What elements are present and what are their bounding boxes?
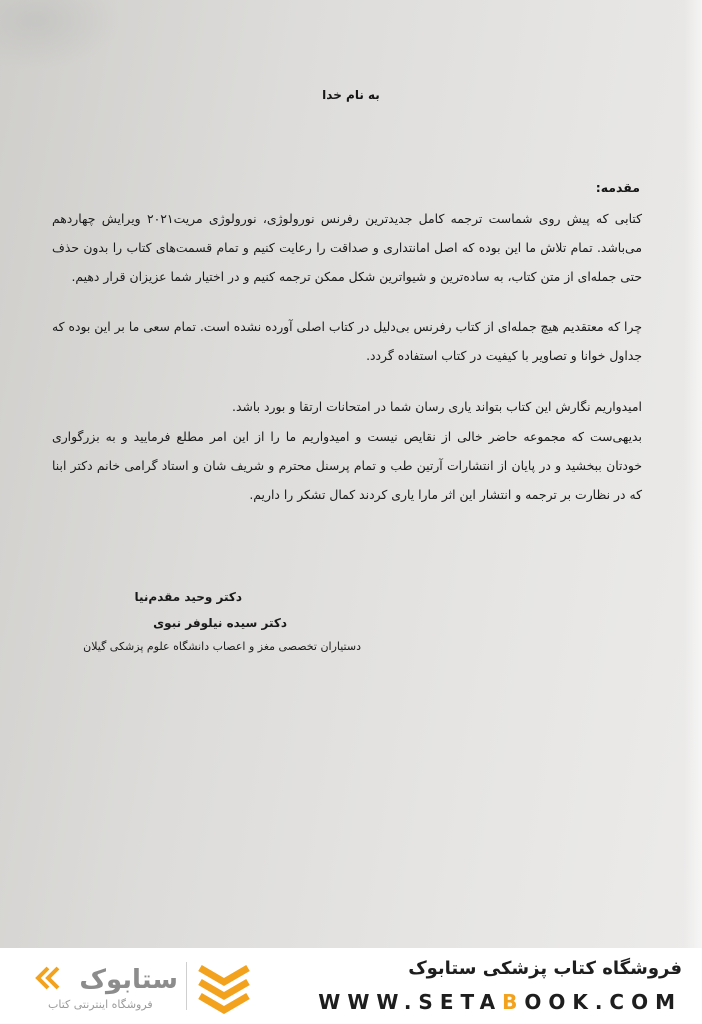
logo-wordmark: ستابوک	[79, 965, 178, 995]
url-part-1: WWW.SETA	[318, 990, 503, 1014]
setabook-logo	[30, 960, 180, 996]
url-part-3: OOK.COM	[524, 990, 682, 1014]
section-heading: مقدمه:	[595, 180, 640, 195]
paragraph-hope: امیدواریم نگارش این کتاب بتواند یاری رسان شما در امتحانات ارتقا و بورد باشد.	[232, 399, 642, 414]
page-title: به نام خدا	[322, 88, 380, 102]
author-2: دکتر سیده نیلوفر نبوی	[153, 616, 287, 630]
logo-divider	[186, 962, 187, 1010]
logo-tagline: فروشگاه اینترنتی کتاب	[48, 998, 153, 1011]
url-highlight-letter: B	[502, 990, 525, 1014]
store-name: فروشگاه کتاب پزشکی ستابوک	[408, 958, 682, 979]
paragraph-reference: چرا که معتقدیم هیچ جمله‌ای از کتاب رفرنس بی‌دلیل در کتاب اصلی آورده نشده است. تمام سعی ما بر این بوده که جداول خوانا و تصاویر با کیفیت در کتاب استفاده گردد.	[52, 319, 642, 363]
author-1: دکتر وحید مقدم‌نیا	[134, 590, 242, 604]
paragraph-intro: کتابی که پیش روی شماست ترجمه کامل جدیدترین رفرنس نورولوژی، نورولوژی مریت۲۰۲۱ ویرایش چهاردهم می‌باشد. تمام تلاش ما این بوده که اصل امانتداری و صداقت را رعایت کنیم و تمام قسمت‌های کتاب را بدون حذف حتی جمله‌ای از متن کتاب، به ساده‌ترین و شیواترین شکل ممکن ترجمه کنیم و در اختیار شما عزیزان قرار دهیم.	[52, 211, 642, 284]
store-footer-banner	[0, 948, 702, 1024]
page-shadow	[0, 0, 120, 70]
author-affiliation: دستیاران تخصصی مغز و اعصاب دانشگاه علوم پزشکی گیلان	[83, 640, 361, 653]
store-url[interactable]	[318, 990, 682, 1014]
page-edge-highlight	[684, 0, 702, 948]
chevron-stack-icon	[196, 958, 252, 1014]
paragraph-thanks: بدیهی‌ست که مجموعه حاضر خالی از نقایص نیست و امیدواریم ما را از این امر مطلع فرمایید و به بزرگواری خودتان ببخشید و در پایان از انتشارات آرتین طب و تمام پرسنل محترم و شریف شان و استاد گرامی خانم دکتر ابنا که در نظارت بر ترجمه و انتشار این اثر مارا یاری کردند کمال تشکر را داریم.	[52, 429, 642, 502]
